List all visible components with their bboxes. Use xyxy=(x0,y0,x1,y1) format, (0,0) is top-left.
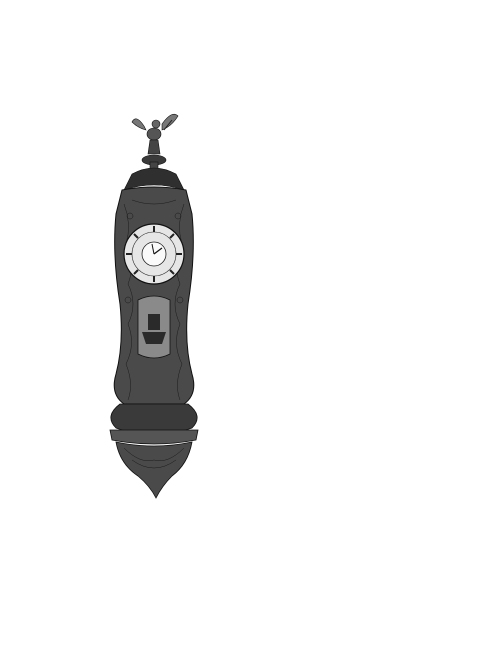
console-scroll xyxy=(116,442,192,498)
text-line xyxy=(243,363,426,373)
text-line xyxy=(243,373,426,383)
text-line xyxy=(243,424,426,434)
text-line xyxy=(243,353,426,363)
console-bracket xyxy=(110,430,198,444)
cherub-finial xyxy=(132,114,178,172)
text-line xyxy=(243,253,426,263)
text-line xyxy=(243,343,426,353)
text-line xyxy=(243,162,426,172)
clock-case xyxy=(114,187,194,404)
text-line xyxy=(243,122,426,132)
text-line xyxy=(243,413,426,423)
text-line xyxy=(243,293,426,303)
text-line xyxy=(243,323,426,333)
text-line xyxy=(243,273,426,283)
text-line xyxy=(243,263,426,273)
clock-illustration xyxy=(92,104,222,524)
text-line xyxy=(243,152,426,162)
text-line xyxy=(243,233,426,243)
text-line xyxy=(243,383,426,393)
text-line xyxy=(243,283,426,293)
text-line xyxy=(243,112,426,122)
text-line xyxy=(243,182,426,192)
text-line xyxy=(243,313,426,323)
text-line xyxy=(243,333,426,343)
pendulum-clock-engraving xyxy=(92,104,222,504)
text-line xyxy=(243,223,426,233)
text-line xyxy=(243,102,426,112)
text-column xyxy=(243,102,426,444)
text-line xyxy=(243,192,426,202)
text-line xyxy=(243,243,426,253)
text-line xyxy=(243,213,426,223)
text-line xyxy=(243,172,426,182)
text-line xyxy=(243,142,426,152)
text-line xyxy=(243,202,426,212)
text-line xyxy=(243,132,426,142)
text-line xyxy=(243,303,426,313)
text-line xyxy=(243,403,426,413)
clock-dial xyxy=(124,224,184,284)
text-line xyxy=(243,434,426,444)
text-line xyxy=(243,393,426,403)
